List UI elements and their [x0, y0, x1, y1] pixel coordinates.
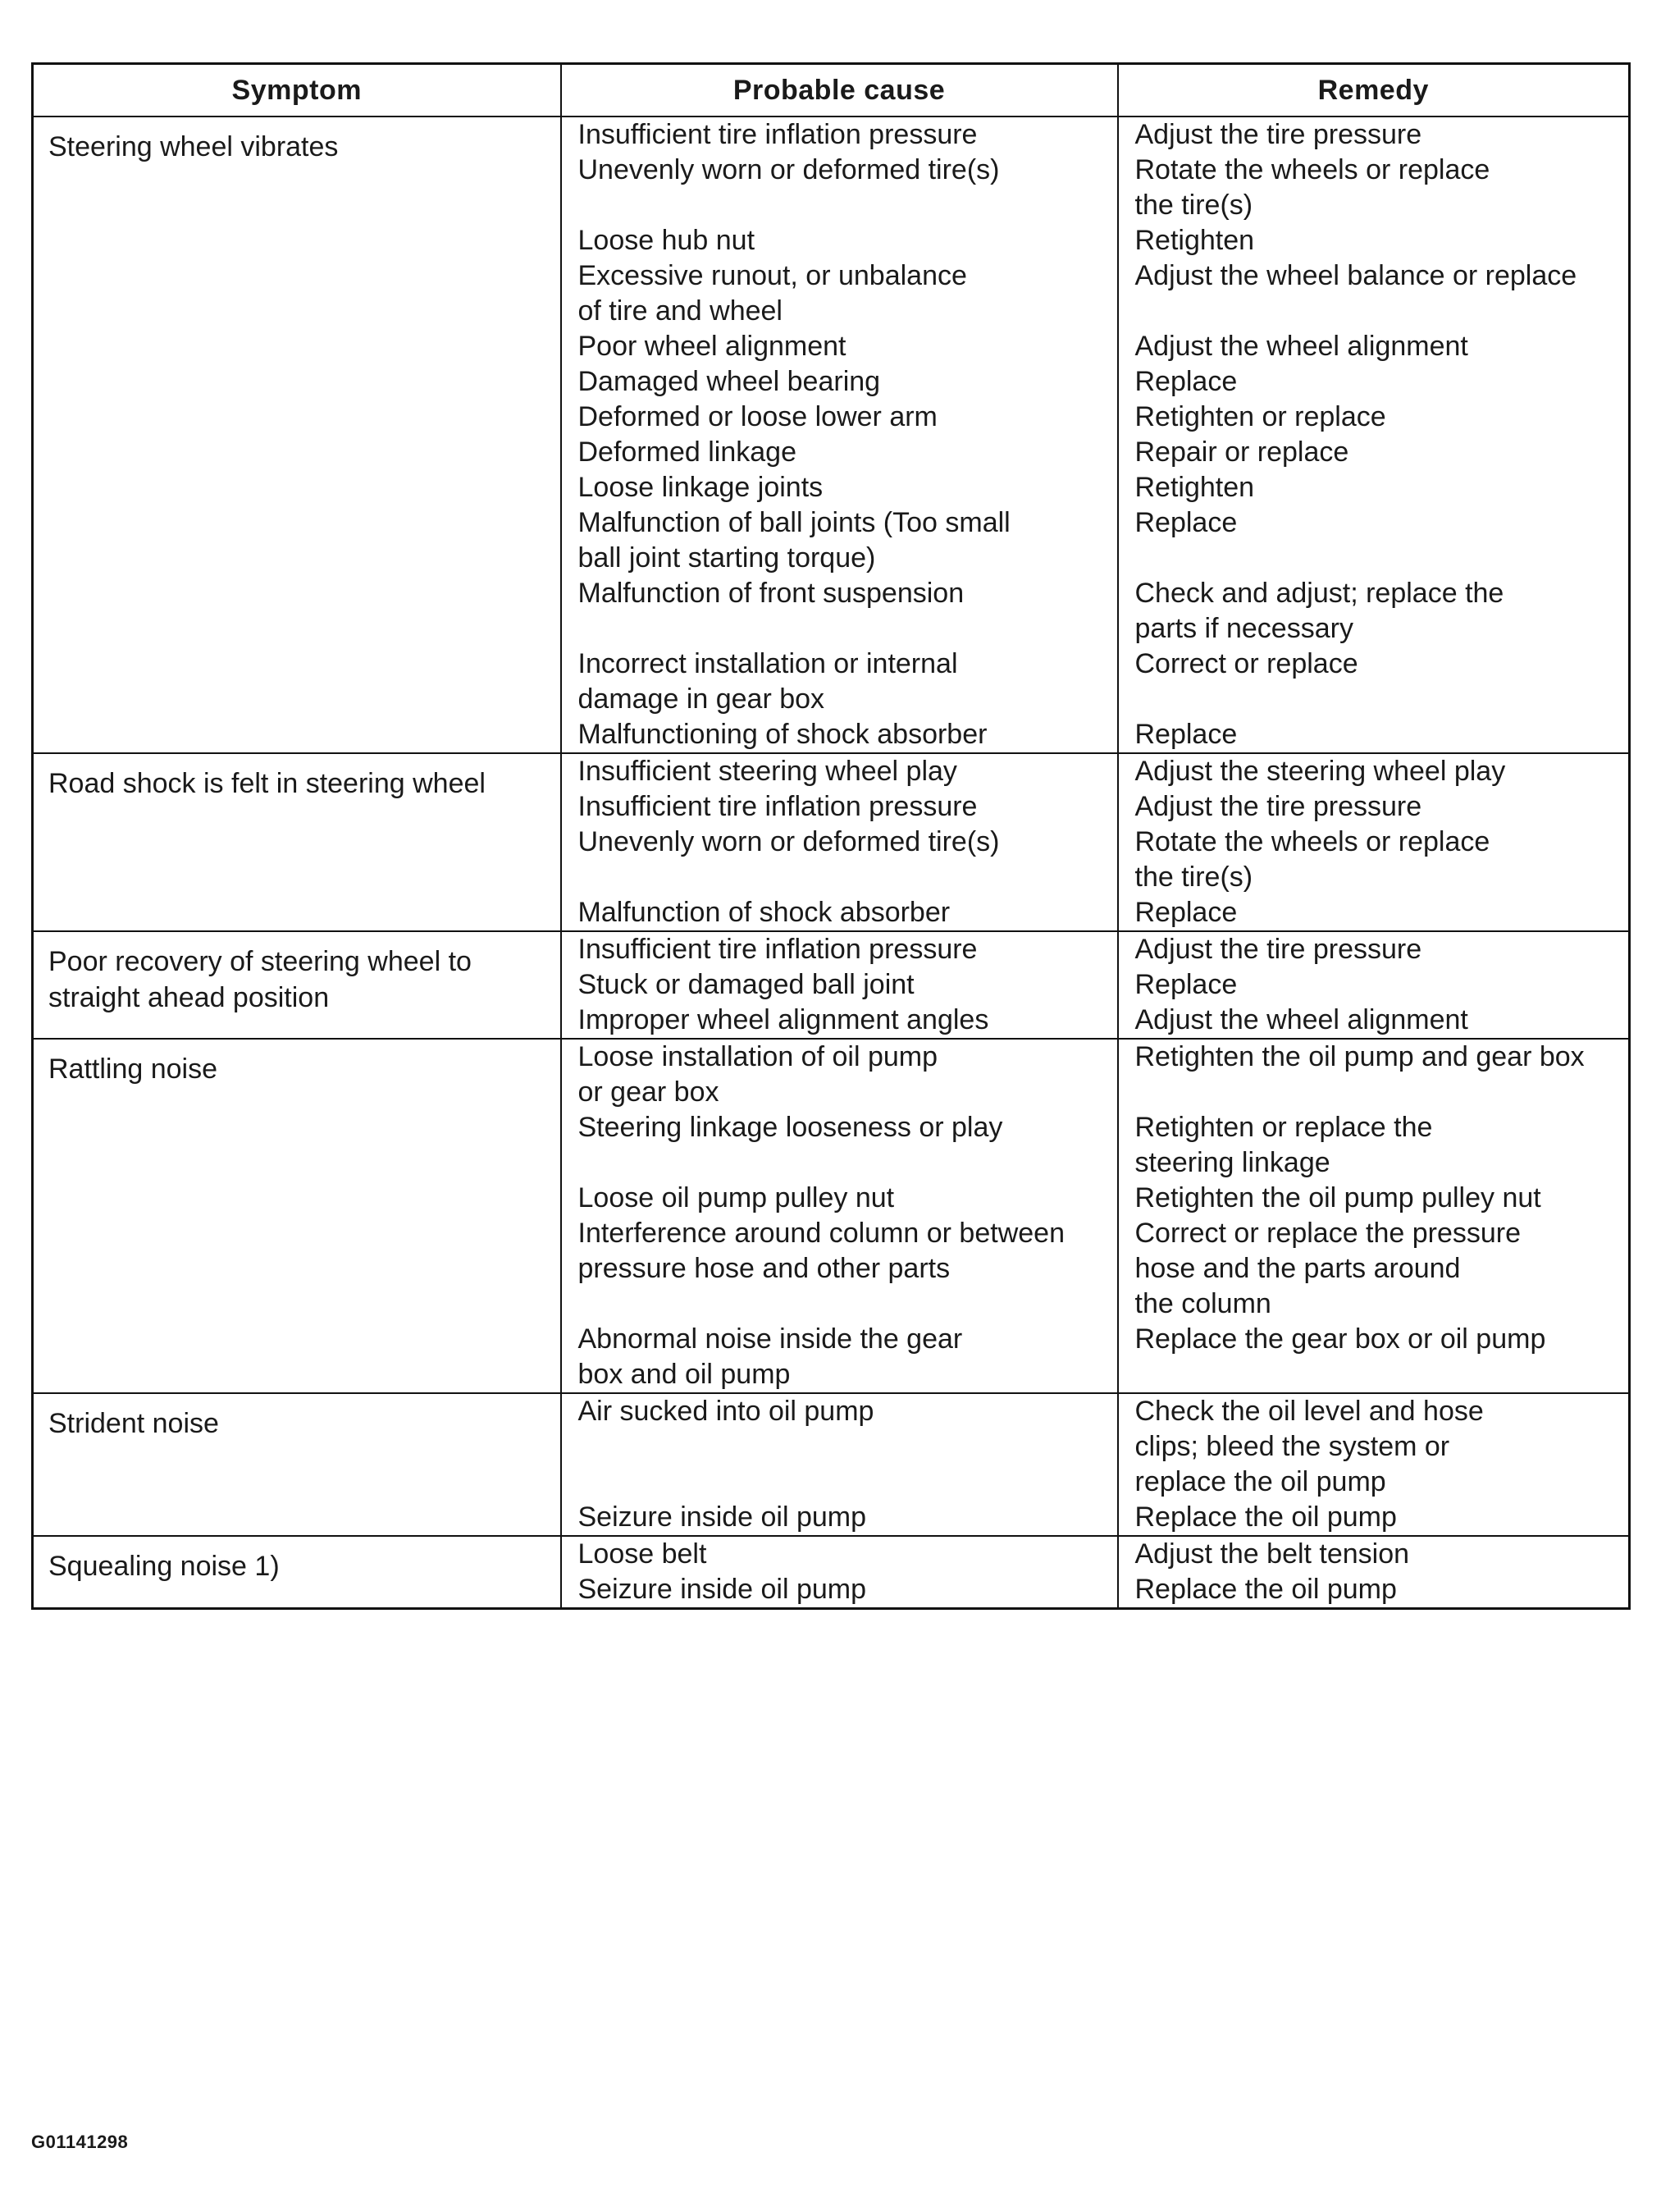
probable-cause-cell [561, 825, 1118, 895]
probable-cause-text: Insufficient tire inflation pressure [577, 119, 978, 150]
header-symptom: Symptom [33, 64, 561, 117]
symptom-text: Squealing noise 1) [48, 1551, 280, 1582]
probable-cause-text: Malfunction of front suspension [577, 578, 965, 609]
remedy-text: the column [1134, 1288, 1271, 1319]
symptom-text: Road shock is felt in steering wheel [48, 768, 486, 799]
remedy-text: Check and adjust; replace the [1134, 578, 1504, 609]
probable-cause-cell [561, 1003, 1118, 1039]
remedy-cell [1118, 895, 1630, 931]
remedy-text: Adjust the steering wheel play [1134, 756, 1506, 787]
remedy-text: Retighten the oil pump and gear box [1134, 1041, 1585, 1072]
remedy-text: Replace [1134, 366, 1238, 397]
probable-cause-text: Insufficient steering wheel play [577, 756, 957, 787]
symptom-cell [33, 753, 561, 931]
remedy-text: the tire(s) [1134, 190, 1253, 221]
probable-cause-cell [561, 895, 1118, 931]
remedy-text: Retighten or replace the [1134, 1112, 1433, 1143]
remedy-text: Replace [1134, 507, 1238, 538]
probable-cause-text: Loose installation of oil pump [577, 1041, 938, 1072]
probable-cause-text: Excessive runout, or unbalance [577, 260, 967, 291]
probable-cause-cell [561, 223, 1118, 258]
probable-cause-cell [561, 1322, 1118, 1393]
probable-cause-cell [561, 753, 1118, 789]
remedy-text: hose and the parts around [1134, 1253, 1461, 1284]
probable-cause-cell [561, 400, 1118, 435]
remedy-text: Replace [1134, 719, 1238, 750]
remedy-text: Rotate the wheels or replace [1134, 826, 1490, 857]
table-header [33, 64, 1630, 117]
remedy-cell [1118, 329, 1630, 364]
remedy-text: Adjust the tire pressure [1134, 791, 1422, 822]
probable-cause-cell [561, 1500, 1118, 1536]
table-row [33, 931, 1630, 967]
probable-cause-cell [561, 117, 1118, 153]
remedy-cell [1118, 825, 1630, 895]
remedy-cell [1118, 153, 1630, 223]
probable-cause-cell [561, 1039, 1118, 1110]
probable-cause-text: Seizure inside oil pump [577, 1501, 867, 1533]
probable-cause-text: Loose linkage joints [577, 472, 824, 503]
probable-cause-cell [561, 329, 1118, 364]
remedy-text: Adjust the tire pressure [1134, 119, 1422, 150]
remedy-cell [1118, 1500, 1630, 1536]
probable-cause-text: Malfunctioning of shock absorber [577, 719, 988, 750]
probable-cause-text: Incorrect installation or internal [577, 648, 958, 679]
probable-cause-text: Seizure inside oil pump [577, 1574, 867, 1605]
remedy-cell [1118, 1181, 1630, 1216]
probable-cause-cell [561, 1216, 1118, 1322]
probable-cause-text: Malfunction of ball joints (Too small [577, 507, 1011, 538]
remedy-cell [1118, 223, 1630, 258]
remedy-cell [1118, 931, 1630, 967]
probable-cause-text: Air sucked into oil pump [577, 1396, 874, 1427]
remedy-cell [1118, 470, 1630, 505]
remedy-cell [1118, 435, 1630, 470]
table-row [33, 117, 1630, 153]
remedy-cell [1118, 1572, 1630, 1609]
probable-cause-cell [561, 505, 1118, 576]
probable-cause-text: pressure hose and other parts [577, 1253, 951, 1284]
probable-cause-text: damage in gear box [577, 683, 825, 715]
remedy-text: Adjust the wheel alignment [1134, 1004, 1468, 1035]
table-row [33, 1393, 1630, 1500]
probable-cause-text: Loose hub nut [577, 225, 755, 256]
probable-cause-text: Damaged wheel bearing [577, 366, 881, 397]
remedy-cell [1118, 1536, 1630, 1572]
probable-cause-cell [561, 435, 1118, 470]
probable-cause-text: Abnormal noise inside the gear [577, 1323, 963, 1355]
symptom-cell [33, 1536, 561, 1609]
probable-cause-text: Poor wheel alignment [577, 331, 846, 362]
remedy-cell [1118, 505, 1630, 576]
troubleshooting-table [31, 62, 1631, 1610]
probable-cause-text: box and oil pump [577, 1359, 791, 1390]
remedy-text: Check the oil level and hose [1134, 1396, 1484, 1427]
remedy-text: Replace [1134, 969, 1238, 1000]
probable-cause-text: Loose belt [577, 1538, 707, 1570]
probable-cause-text: ball joint starting torque) [577, 542, 876, 574]
probable-cause-text: Steering linkage looseness or play [577, 1112, 1003, 1143]
remedy-cell [1118, 1039, 1630, 1110]
remedy-cell [1118, 576, 1630, 647]
remedy-cell [1118, 1110, 1630, 1181]
remedy-text: Adjust the wheel alignment [1134, 331, 1468, 362]
probable-cause-text: Loose oil pump pulley nut [577, 1182, 895, 1213]
symptom-cell [33, 931, 561, 1039]
probable-cause-cell [561, 931, 1118, 967]
probable-cause-text: or gear box [577, 1076, 719, 1108]
remedy-cell [1118, 647, 1630, 717]
probable-cause-cell [561, 258, 1118, 329]
remedy-text: parts if necessary [1134, 613, 1353, 644]
probable-cause-cell [561, 1181, 1118, 1216]
probable-cause-cell [561, 1393, 1118, 1500]
probable-cause-cell [561, 647, 1118, 717]
remedy-text: Adjust the wheel balance or replace [1134, 260, 1577, 291]
symptom-text: straight ahead position [48, 982, 330, 1013]
table-row [33, 1536, 1630, 1572]
remedy-text: Adjust the belt tension [1134, 1538, 1410, 1570]
remedy-text: Replace the oil pump [1134, 1574, 1397, 1605]
figure-code: G01141298 [31, 2132, 129, 2152]
probable-cause-text: Insufficient tire inflation pressure [577, 934, 978, 965]
symptom-text: Strident noise [48, 1408, 219, 1439]
header-probable-cause: Probable cause [561, 64, 1118, 117]
remedy-text: Retighten [1134, 472, 1255, 503]
probable-cause-cell [561, 967, 1118, 1003]
probable-cause-text: Insufficient tire inflation pressure [577, 791, 978, 822]
remedy-text: Replace the oil pump [1134, 1501, 1397, 1533]
table-row [33, 753, 1630, 789]
remedy-text: Correct or replace the pressure [1134, 1218, 1522, 1249]
probable-cause-cell [561, 1572, 1118, 1609]
remedy-text: replace the oil pump [1134, 1466, 1386, 1497]
remedy-cell [1118, 364, 1630, 400]
remedy-text: Adjust the tire pressure [1134, 934, 1422, 965]
probable-cause-cell [561, 717, 1118, 753]
probable-cause-cell [561, 470, 1118, 505]
probable-cause-cell [561, 364, 1118, 400]
remedy-text: Correct or replace [1134, 648, 1358, 679]
symptom-text: Rattling noise [48, 1053, 218, 1085]
remedy-text: steering linkage [1134, 1147, 1330, 1178]
remedy-cell [1118, 717, 1630, 753]
probable-cause-text: Unevenly worn or deformed tire(s) [577, 826, 1000, 857]
remedy-cell [1118, 258, 1630, 329]
symptom-cell [33, 117, 561, 753]
remedy-text: Retighten [1134, 225, 1255, 256]
table-row [33, 1039, 1630, 1110]
probable-cause-text: Deformed linkage [577, 436, 796, 468]
remedy-text: Replace [1134, 897, 1238, 928]
probable-cause-text: Deformed or loose lower arm [577, 401, 938, 432]
header-row [33, 64, 1630, 117]
probable-cause-text: Malfunction of shock absorber [577, 897, 951, 928]
remedy-cell [1118, 1216, 1630, 1322]
probable-cause-text: Unevenly worn or deformed tire(s) [577, 154, 1000, 185]
remedy-cell [1118, 1003, 1630, 1039]
remedy-text: Retighten the oil pump pulley nut [1134, 1182, 1541, 1213]
probable-cause-cell [561, 789, 1118, 825]
remedy-cell [1118, 789, 1630, 825]
remedy-text: clips; bleed the system or [1134, 1431, 1450, 1462]
remedy-text: Retighten or replace [1134, 401, 1386, 432]
symptom-cell [33, 1393, 561, 1536]
probable-cause-cell [561, 576, 1118, 647]
remedy-text: Replace the gear box or oil pump [1134, 1323, 1546, 1355]
remedy-text: the tire(s) [1134, 861, 1253, 893]
remedy-cell [1118, 400, 1630, 435]
remedy-cell [1118, 753, 1630, 789]
remedy-text: Repair or replace [1134, 436, 1349, 468]
remedy-cell [1118, 967, 1630, 1003]
symptom-text: Poor recovery of steering wheel to [48, 946, 472, 977]
symptom-cell [33, 1039, 561, 1393]
probable-cause-cell [561, 1536, 1118, 1572]
remedy-cell [1118, 1393, 1630, 1500]
header-remedy: Remedy [1118, 64, 1630, 117]
probable-cause-cell [561, 153, 1118, 223]
probable-cause-cell [561, 1110, 1118, 1181]
probable-cause-text: of tire and wheel [577, 295, 783, 327]
symptom-text: Steering wheel vibrates [48, 131, 339, 162]
probable-cause-text: Improper wheel alignment angles [577, 1004, 989, 1035]
probable-cause-text: Interference around column or between [577, 1218, 1065, 1249]
remedy-cell [1118, 1322, 1630, 1393]
remedy-text: Rotate the wheels or replace [1134, 154, 1490, 185]
table-body [33, 117, 1630, 1609]
probable-cause-text: Stuck or damaged ball joint [577, 969, 915, 1000]
remedy-cell [1118, 117, 1630, 153]
